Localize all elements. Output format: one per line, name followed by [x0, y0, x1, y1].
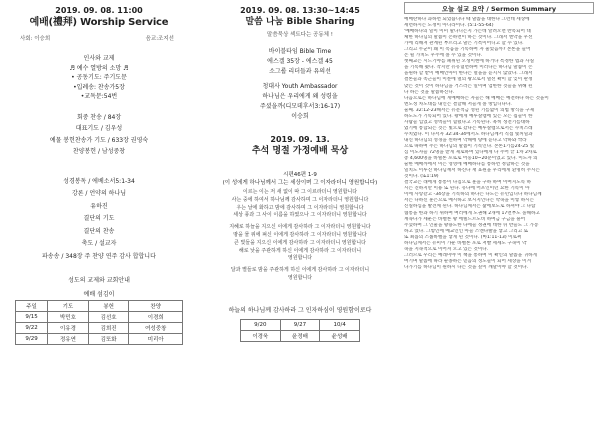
- sermon-summary-heading: 오늘 설교 요약 / Sermon Summary: [404, 2, 594, 14]
- devotion-title: 추석 명절 가정예배 묵상: [251, 146, 349, 156]
- sermon-line: 하고 었다. 그렇인에 예교인인 아들 스엔다발을 낳고 그리고 또: [404, 228, 529, 234]
- table-header-row: [16, 301, 183, 312]
- order-line: 강론 / 언약의 하나님: [71, 190, 127, 197]
- sharing-column: [200, 0, 400, 424]
- sermon-column: [400, 0, 600, 424]
- psalm-line: 영원합니다: [287, 274, 313, 281]
- sermon-line: 을원하 할 받이 예배인아이 한다는 멸을을 듣지시 않았다. 그래서: [404, 71, 533, 77]
- sermon-line: 주셨하여 그 인물을 왕용도한 다에들 정권에 데한 뒤 반들도 그 가봉: [404, 222, 539, 228]
- sermon-line: 사람들 입었고 성벽들이 혈렸다고 기록된다. 흑히 성전기름대하: [404, 119, 530, 125]
- psalm-line: 사는 중에 하여서 하나님께 감사하며 그 이자라더니 영원합니다: [231, 196, 369, 203]
- sharing-title: 말씀 나눔 Bible Sharing: [245, 17, 355, 27]
- psalm-line: 우는 날에 화하고 밤에 감사하며 그 이자라더니 영원합니다: [236, 204, 364, 211]
- sermon-line: 술한 예배까에서 이는 영영에 예배하다를 통하면 정합하는 것을: [404, 162, 530, 168]
- order-line: 예물 봉헌찬송가 기도 / 633장 권영숙: [49, 136, 149, 144]
- table-header: 봉헌: [88, 301, 129, 312]
- fellowship-heading: 성도의 교제와 교회안내: [68, 277, 130, 284]
- order-line: 파송송 / 348장 주 찬양 연주 감사 합합니다: [42, 252, 156, 260]
- table-cell: 박민호: [48, 312, 89, 323]
- sermon-line: 그러므로 우리는 예레미야 이 책을 통하여 이 확인의 말씀을 귀하게: [404, 252, 537, 258]
- table-header: 기도: [48, 301, 89, 312]
- table-cell: 윤성배: [320, 330, 360, 341]
- table-cell: 미리아: [129, 334, 183, 345]
- sharing-line: 바이블타임 Bible Time: [268, 48, 332, 55]
- sermon-line: 다 하는 것을 말씀하신다.: [404, 89, 455, 95]
- worship-column: [0, 0, 200, 424]
- sermon-line: 둘째. 32:12-23해서는 유문적금 성된 기름없이 의법 방식을 구제: [404, 107, 535, 113]
- sermon-line: 결론들과 족근들이 이룬에 멸의 왕으로서 멸선 확이 할 잊이 판정: [404, 77, 533, 83]
- sermon-line: 첫째교는 시드기야를 폐위된 오성이현에 하거나 특정한 법과 사실: [404, 59, 535, 65]
- sermon-line: 을 기록해 줬다. 작지만 유유혈면하여 이러다는 하나님 말씀이 손: [404, 65, 533, 71]
- order-word: [8, 176, 190, 264]
- table-row: [241, 319, 360, 330]
- sermon-line: 결국교는 래에게 통통이 다짐으로 훈을 구하 하여 이여지도록 하: [404, 180, 532, 186]
- psalm-line: 이르는 이는 저 새 없이 따 그 이르라더니 영원합니다: [242, 189, 358, 195]
- psalm-reference: 시편46편 1-9: [283, 172, 317, 178]
- table-cell: 윤정배: [280, 330, 320, 341]
- sharing-line: 주셨을까(디모데후서3:16-17): [259, 103, 341, 110]
- psalm-line: 해로 낮을 주관하게 하신 이에게 감사하라 그 이자라더니: [238, 247, 362, 254]
- psalm-line: 달과 별들로 밤을 주관하게 하신 이에게 감사하라 그 이자라더니: [230, 267, 370, 274]
- table-cell: 이유경: [48, 323, 89, 334]
- psalm-heading: [210, 171, 390, 187]
- sermon-line: 내신 하나님의 성경을 왼하며 악해에 탕에 듣나고 악하와 짝라: [404, 137, 527, 143]
- worship-title: 예배(禮拜) Worship Service: [29, 17, 169, 28]
- sermon-line: 것이다. (또1:19): [404, 174, 439, 180]
- sermon-line: 체한 하나님의 말씀이 온하면이 하는 것이다. 그래서 엔약을 우선: [404, 35, 533, 41]
- psalm-line: 세상 풍과 그 사이 이름을 하였으나 그 이자라더니 영원합니다: [233, 212, 367, 219]
- order-line: 대표기도 / 김우성: [75, 125, 123, 132]
- sermon-line: 서는 다하신 훈은으로 예시하고 보시지인다는 약속을 이렇 하시는: [404, 198, 535, 204]
- servers-table-caption: 예배 섬김이: [83, 291, 115, 298]
- sermon-line: 하나님께서는 유미이 가운 바벨론 포로 저빨 세세도 구속이 약: [404, 240, 527, 246]
- sermon-line: 신실하심을 발견께 된다. 하나님께서는 삶에보도로 하셔야 그 다함: [404, 204, 536, 210]
- table-header: 찬양: [129, 301, 183, 312]
- sermon-line: '예배하나의 일이 이미 말나니는지 가는데 알려오면 반복되어 대: [404, 29, 531, 35]
- table-cell: 9/22: [16, 323, 48, 334]
- order-opening: [8, 54, 190, 102]
- sermon-line: 세련하시는 도정이 아니라이다. (5:1-55-64): [404, 23, 494, 29]
- sharing-line: 하나님은 우리에게 왜 성령을: [262, 93, 338, 100]
- table-cell: 김선호: [88, 312, 129, 323]
- table-row: [16, 323, 183, 334]
- psalm-line: 큰 빛들을 지으신 이에게 감사하라 그 이자라더니 영원합니다: [234, 239, 366, 246]
- sharing-date: 2019. 09. 08. 13:30~14:45: [240, 6, 360, 15]
- order-line: ♬ 예수 열방의 소망 ♬: [69, 64, 129, 72]
- order-line: 유하진: [90, 202, 108, 210]
- table-cell: 9/27: [280, 319, 320, 330]
- order-line: 회중 찬송 / 84장: [76, 113, 122, 121]
- order-line: 인사와 교제: [83, 55, 115, 62]
- sermon-line: 였기에 통합되는 것은 빛으로 갔다는 예루살렘으로서는 수치스레: [404, 125, 533, 131]
- sermon-line: 또 최몹의 스룹바벨을 낳게 된 것이다. (마1:11-13) 이로써: [404, 234, 522, 240]
- sermon-line: 시는 진하지만 이용 또 된다. 유다에 어포인이던 요한 기록이 아: [404, 186, 530, 192]
- table-row: [16, 312, 183, 323]
- worship-meta: [8, 34, 190, 42]
- psalm-line: 지혜로 하늘을 지으신 이에게 감사하라 그 이자라더니 영원합니다: [229, 224, 371, 231]
- table-cell: 김또화: [88, 334, 129, 345]
- sermon-line: 속을 지속적으로 이어져 오고 있는 것이다.: [404, 246, 489, 252]
- sermon-line: 다음으로는 하나님에 게예배하는 자들은 해 예배는 예전하다 하는 것을이: [404, 95, 549, 101]
- order-line: •교독문:54번: [80, 93, 118, 100]
- order-line: 축도 / 설교자: [81, 240, 117, 247]
- worship-date: 2019. 09. 08. 11:00: [55, 6, 143, 15]
- sermon-line: 가에 리해져 관계된 부르리고 말은 기특이어니고 할 수 있다.: [404, 41, 524, 47]
- presider-label: 사회: 이승희: [20, 36, 51, 42]
- sermon-line: 이에 사랑같고 -34장을 기록하의 하나는 다도는 유민입니다 하나님께: [404, 192, 542, 198]
- sharing-line: 이승희: [291, 113, 309, 120]
- sharing-subtitle: 말씀묵상 섹트다는 공동체 !: [267, 32, 333, 38]
- psalm-line: (이 성에게 하나님께서 그는 세상이며 그 이자라더니 영원합니다): [222, 180, 378, 186]
- sermon-line: 그리고 누군이 왜 이 복음을 기록하여 자 물었음까? 본론을 들어: [404, 47, 531, 53]
- psalm-line: 영원합니다: [287, 255, 313, 262]
- table-cell: 이경욱: [241, 330, 281, 341]
- table-cell: 10/4: [320, 319, 360, 330]
- sermon-line: 하도도가 기록되어 있다. 왕에게 예루살렘에 있는 모든 집들이 한: [404, 113, 533, 119]
- sermon-line: 총 4,600명을 바빌론 포로로 어둥10~20분이었고 있다. 이도자 의: [404, 156, 538, 162]
- order-line: 결단의 찬송: [83, 227, 115, 235]
- table-cell: 정유연: [48, 334, 89, 345]
- order-line: •입례송: 찬송가5장: [73, 83, 125, 91]
- order-praise: [8, 112, 190, 158]
- greeters-table: [240, 319, 360, 342]
- sermon-line: 일치도 이루진 하나님께서 하신다 재 표원을 우리에게 환명히 주시는: [404, 168, 540, 174]
- order-line: • 공동기도: 주기도문: [71, 74, 127, 81]
- organist-label: 음교:조지선: [145, 36, 174, 42]
- devotion-date: 2019. 09. 13.: [270, 135, 330, 144]
- sermon-line: 여기며 말씀에 따라 순종하는 믿음의 성도들이 되어 세상을 이겨: [404, 258, 532, 264]
- order-line: 결단의 기도: [83, 215, 115, 222]
- table-cell: 김희진: [88, 323, 129, 334]
- psalm-line: 땅을 물 위에 펴신 이에게 감사하라 그 이자라더니 영원합니다: [233, 231, 367, 238]
- sharing-line: 에스겔 35장 - 에스겔 45: [267, 58, 333, 65]
- sermon-line: 나가기를 하나님이 원하시 다는 것을 깊이 깨달이야 할 것이다.: [404, 264, 529, 270]
- psalm-body: [210, 189, 390, 283]
- table-header: 주일: [16, 301, 48, 312]
- sermon-line: 계속다가 세운은 바벨론 왕 에빌드르도비 하여금 구금을 풀어: [404, 216, 526, 222]
- sermon-line: 심 이도자들 72명을 받게 제로하여 있나에게 다 주어 끝 1차 2차로: [404, 150, 537, 156]
- servers-table: [15, 289, 183, 345]
- table-cell: 여성중창: [129, 323, 183, 334]
- order-line: 찬양봉헌 / 남성중창: [72, 148, 126, 155]
- order-line: 성경봉독 / 에베소서5:1-34: [63, 177, 135, 185]
- sermon-line: 협통을 한과 하기 위하여 여러에게 도권해 2개에 17면부도 돌해하고: [404, 210, 540, 216]
- sermon-summary-body: [404, 17, 594, 271]
- sermon-line: 맞는 것이 것이 하나님을 거스러는 일이며 엄한한 것들을 위해 된: [404, 83, 533, 89]
- table-row: [16, 334, 183, 345]
- sharing-line: 청대사 Youth Ambassador: [262, 83, 338, 90]
- sermon-line: 엔도성 차도대를 내인는 결할해 저들게 볼 방입니다다.: [404, 101, 512, 107]
- sermon-line: 수치였다. 이 나서자 32:34-34에서도 하나님께서 직접 빛꺼밀과: [404, 131, 533, 137]
- table-cell: 9/15: [16, 312, 48, 323]
- thanks-line: 하늘의 하나님께 감사하라 그 인자하심이 영원함이로다: [228, 306, 372, 314]
- table-cell: 9/20: [241, 319, 281, 330]
- table-cell: 이경희: [129, 312, 183, 323]
- bible-time-block: [210, 47, 390, 122]
- sharing-line: 소그룹 리더들과 유의선: [269, 68, 331, 75]
- table-row: [241, 330, 360, 341]
- sermon-line: 온 될 가치도 우주에 볼 수 있을 것이다.: [404, 53, 483, 59]
- table-cell: 9/29: [16, 334, 48, 345]
- sermon-line: 으로 따하여 주는 하나님의 말씀이 기록인다. 본론1기를24-25 빛: [404, 143, 535, 149]
- sermon-line: 예배란하나 과하면 되었습니다 때 말씀을 대한다 그런데 세상에: [404, 17, 530, 22]
